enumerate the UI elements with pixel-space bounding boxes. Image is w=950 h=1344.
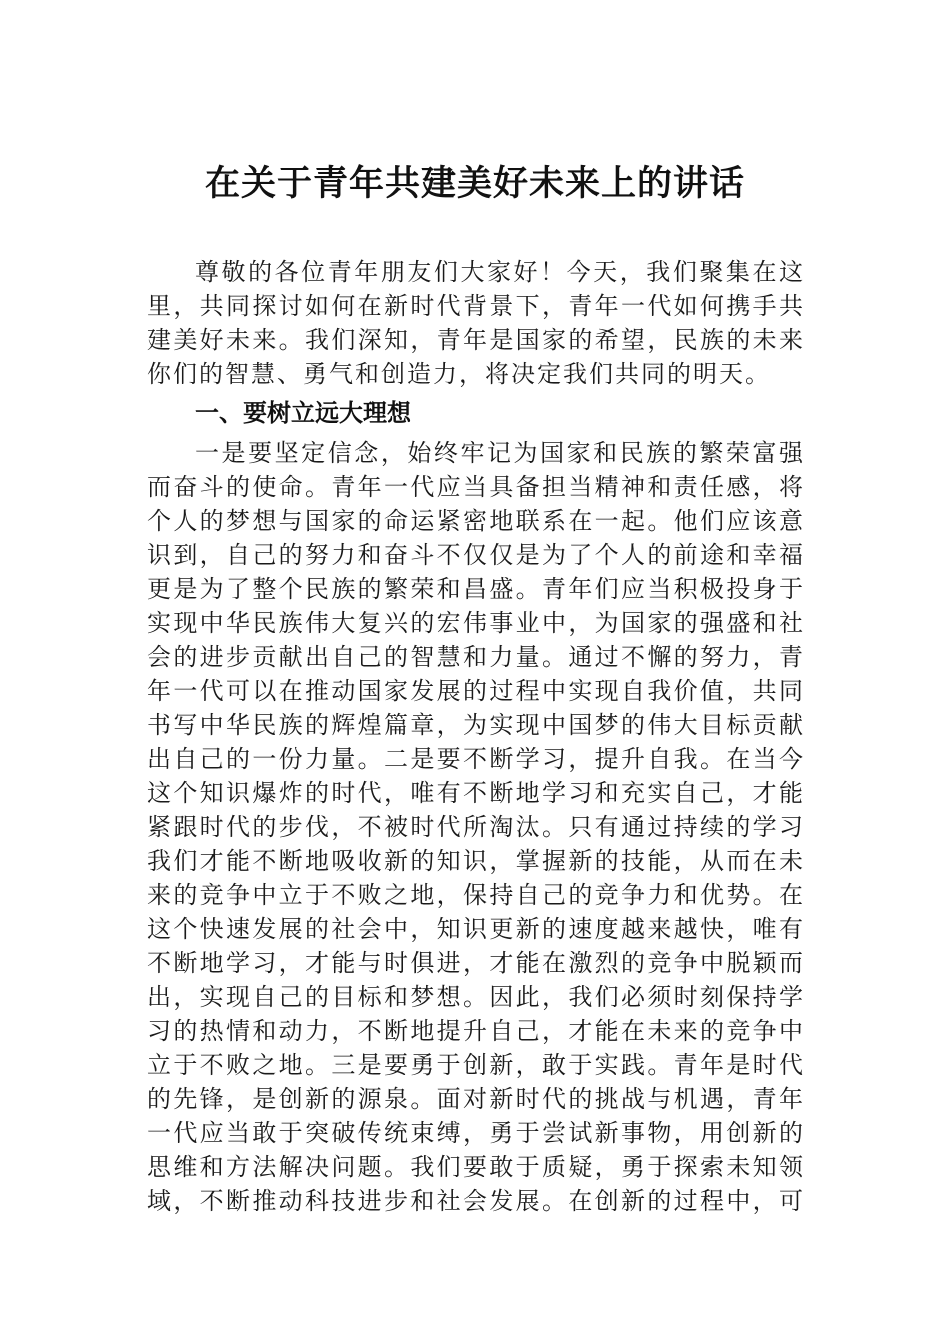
body-line: 来的竞争中立于不败之地，保持自己的竞争力和优势。在 (147, 881, 803, 909)
body-line: 立于不败之地。三是要勇于创新，敢于实践。青年是时代 (147, 1051, 803, 1079)
body-line: 思维和方法解决问题。我们要敢于质疑，勇于探索未知领 (147, 1153, 803, 1181)
body-line: 实现中华民族伟大复兴的宏伟事业中，为国家的强盛和社 (147, 609, 803, 637)
body-line: 个人的梦想与国家的命运紧密地联系在一起。他们应该意 (147, 507, 803, 535)
body-line: 我们才能不断地吸收新的知识，掌握新的技能，从而在未 (147, 847, 803, 875)
body-line: 紧跟时代的步伐，不被时代所淘汰。只有通过持续的学习 (147, 813, 803, 841)
body-line: 出，实现自己的目标和梦想。因此，我们必须时刻保持学 (147, 983, 803, 1011)
page-title: 在关于青年共建美好未来上的讲话 (204, 163, 745, 204)
body-line: 出自己的一份力量。二是要不断学习，提升自我。在当今 (147, 745, 803, 773)
intro-line: 尊敬的各位青年朋友们大家好！今天，我们聚集在这 (195, 258, 803, 286)
body-line: 域，不断推动科技进步和社会发展。在创新的过程中，可 (147, 1187, 803, 1215)
body-line: 会的进步贡献出自己的智慧和力量。通过不懈的努力，青 (147, 643, 803, 671)
body-line: 识到，自己的努力和奋斗不仅仅是为了个人的前途和幸福 (147, 541, 803, 569)
body-line: 习的热情和动力，不断地提升自己，才能在未来的竞争中 (147, 1017, 803, 1045)
intro-line: 你们的智慧、勇气和创造力，将决定我们共同的明天。 (147, 360, 771, 388)
body-line: 而奋斗的使命。青年一代应当具备担当精神和责任感，将 (147, 473, 803, 501)
body-line: 更是为了整个民族的繁荣和昌盛。青年们应当积极投身于 (147, 575, 803, 603)
body-line: 的先锋，是创新的源泉。面对新时代的挑战与机遇，青年 (147, 1085, 803, 1113)
body-line: 年一代可以在推动国家发展的过程中实现自我价值，共同 (147, 677, 803, 705)
section-heading: 一、要树立远大理想 (195, 399, 411, 427)
body-line: 书写中华民族的辉煌篇章，为实现中国梦的伟大目标贡献 (147, 711, 803, 739)
body-line: 这个知识爆炸的时代，唯有不断地学习和充实自己，才能 (147, 779, 803, 807)
body-line: 一代应当敢于突破传统束缚，勇于尝试新事物，用创新的 (147, 1119, 803, 1147)
body-line: 一是要坚定信念，始终牢记为国家和民族的繁荣富强 (195, 439, 803, 467)
intro-line: 里，共同探讨如何在新时代背景下，青年一代如何携手共 (147, 292, 803, 320)
body-line: 这个快速发展的社会中，知识更新的速度越来越快，唯有 (147, 915, 803, 943)
body-line: 不断地学习，才能与时俱进，才能在激烈的竞争中脱颖而 (147, 949, 803, 977)
intro-line: 建美好未来。我们深知，青年是国家的希望，民族的未来 (147, 326, 803, 354)
